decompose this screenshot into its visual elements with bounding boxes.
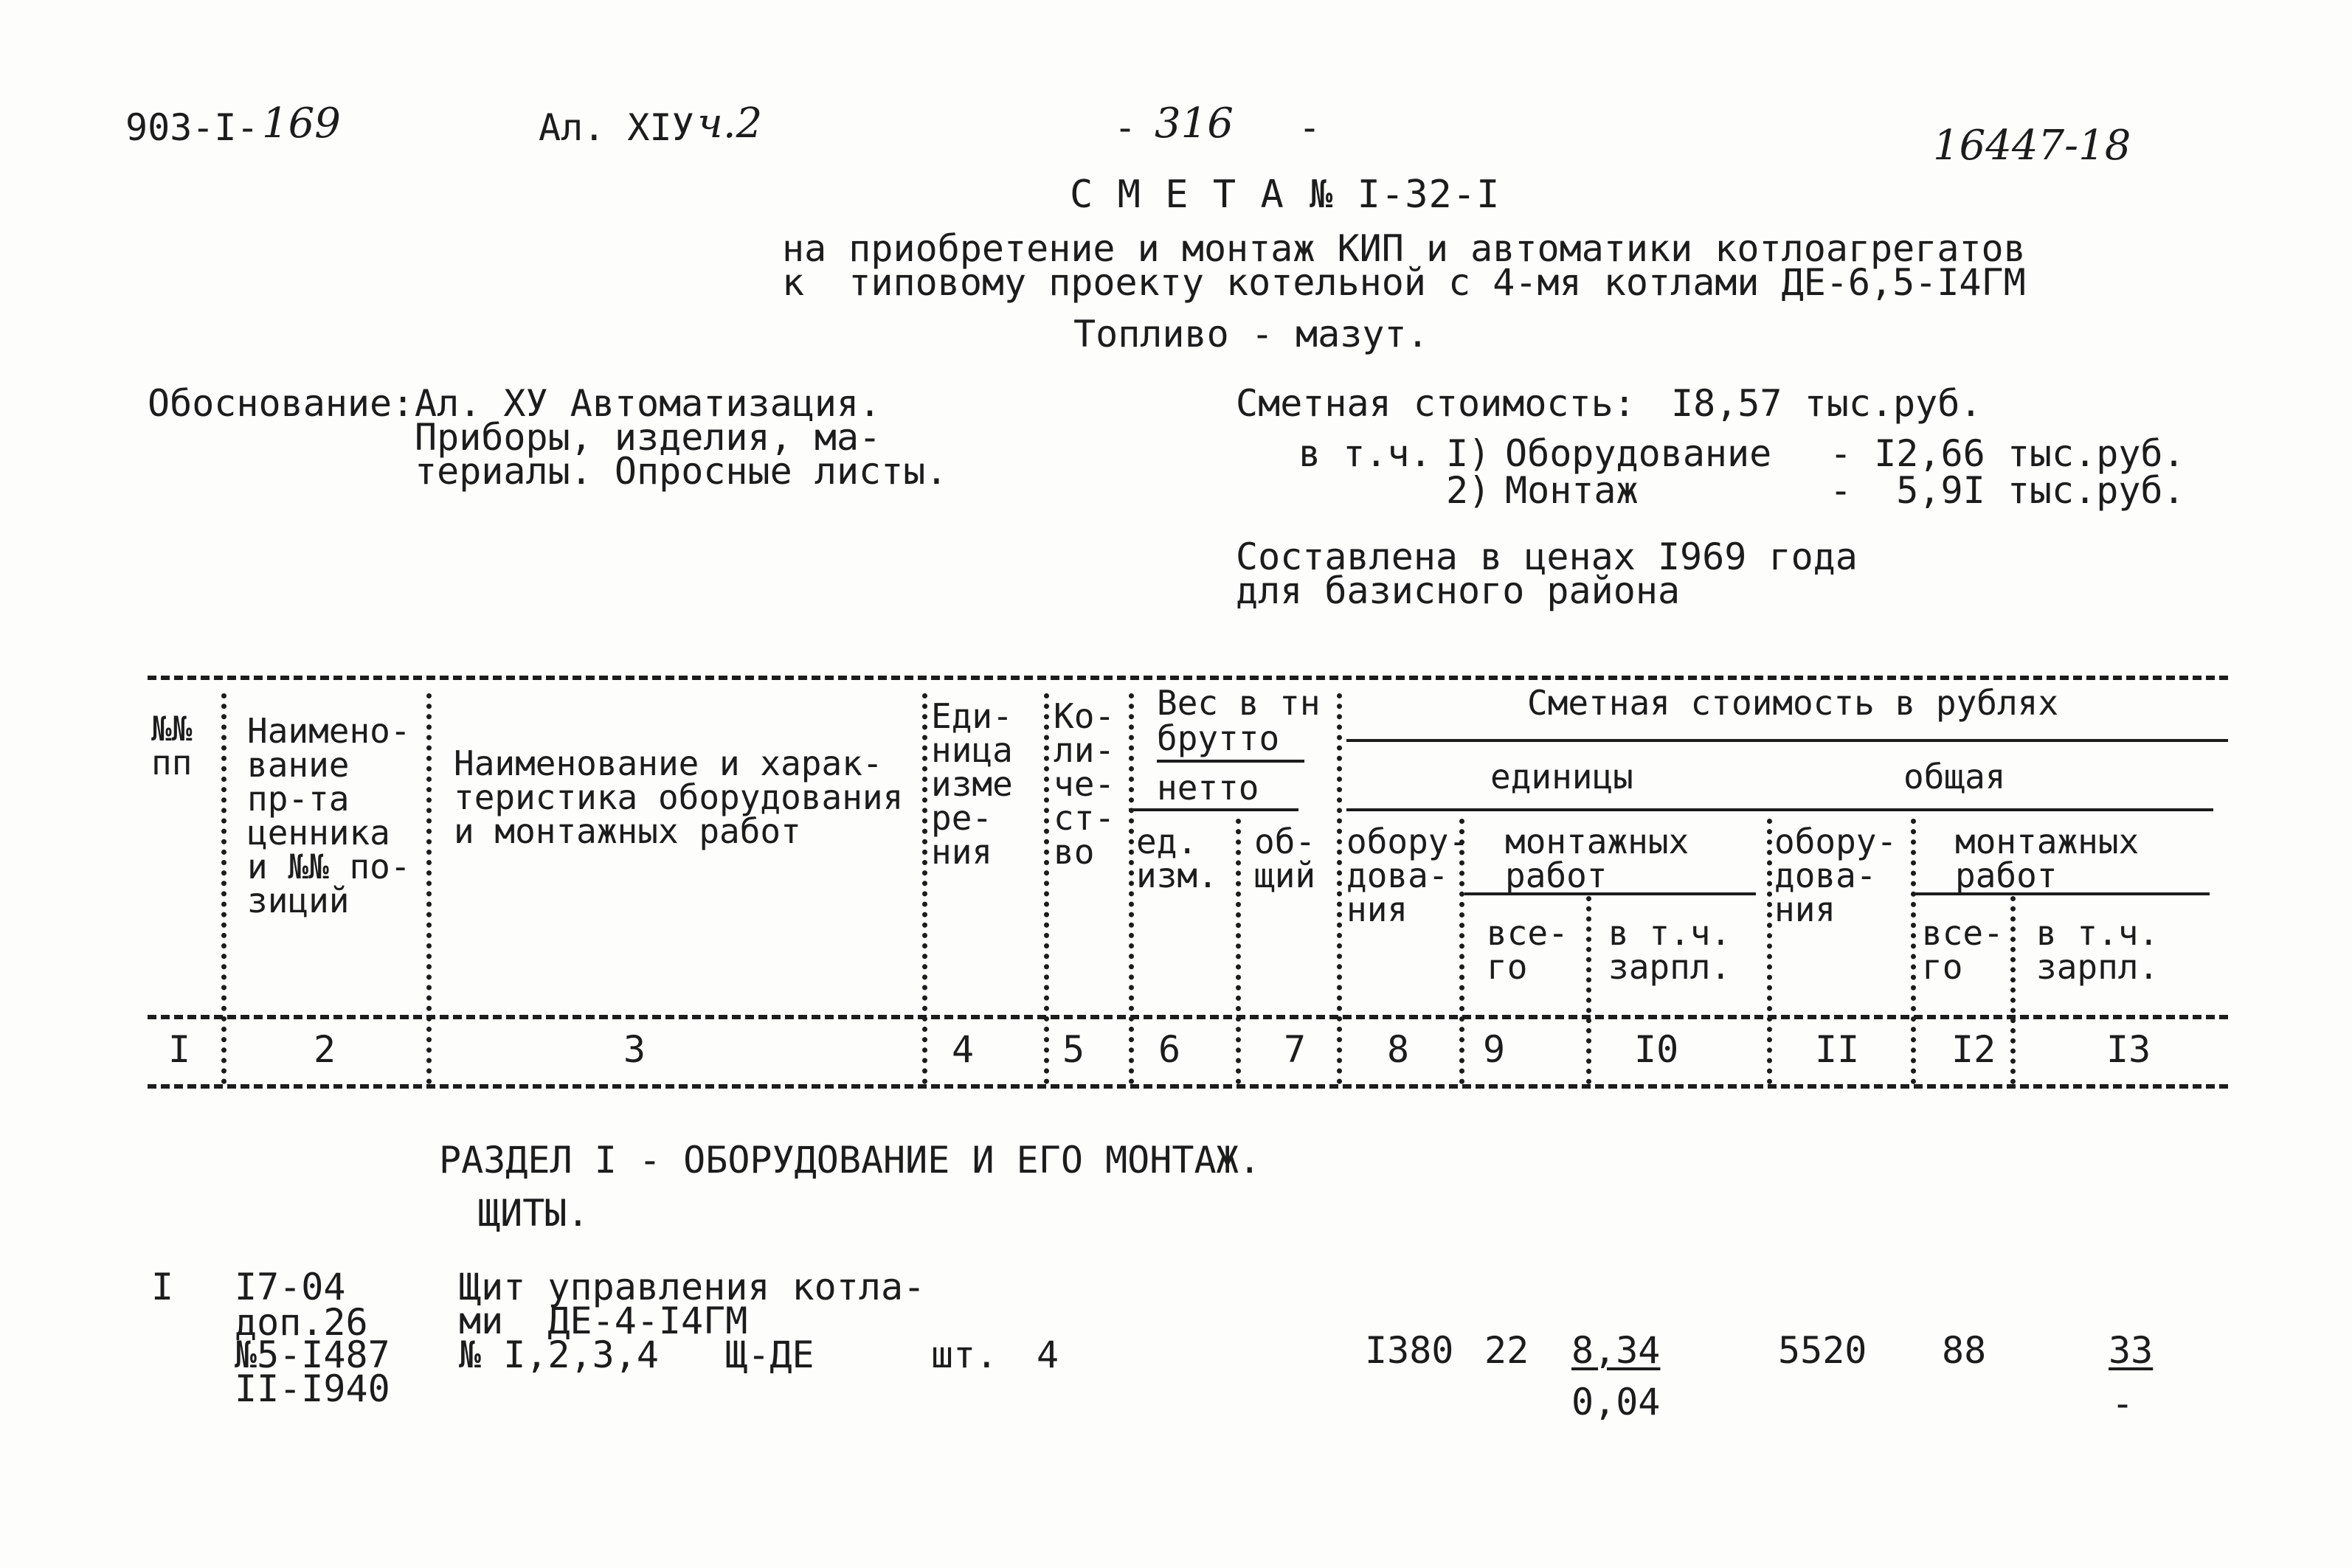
header-weight: Вес в тн bbox=[1157, 683, 1321, 723]
col-number-5: 5 bbox=[1062, 1028, 1085, 1071]
row-number: I bbox=[151, 1266, 174, 1308]
row-equipment-total: 5520 bbox=[1778, 1329, 1867, 1372]
row-ref-line-4: II-I940 bbox=[235, 1367, 390, 1410]
row-mount-wage-unit: 8,34 bbox=[1571, 1329, 1661, 1372]
page-number: 316 bbox=[1155, 100, 1234, 148]
header-mount-wage-unit: в т.ч. зарпл. bbox=[1608, 913, 1732, 987]
header-equipment-total: обору- дова- ния bbox=[1774, 822, 1898, 929]
cost-group-rule bbox=[1346, 739, 2228, 742]
basis-line-2: Приборы, изделия, ма- bbox=[415, 416, 882, 459]
col-sep-1 bbox=[221, 693, 226, 1084]
header-gross: брутто bbox=[1157, 718, 1280, 758]
basis-line-3: териалы. Опросные листы. bbox=[415, 450, 948, 493]
header-description: Наименование и харак- теристика оборудования и монтажных работ bbox=[454, 743, 904, 851]
col-number-13: I3 bbox=[2106, 1028, 2151, 1071]
prices-line-1: Составлена в ценах I969 года bbox=[1236, 535, 1858, 578]
cost-item-2-value: - 5,9I тыс.руб. bbox=[1830, 469, 2185, 512]
row-name-line-2: ми ДЕ-4-I4ГМ bbox=[459, 1300, 748, 1342]
row-ref-line-3: №5-I487 bbox=[235, 1333, 390, 1376]
col-number-3: 3 bbox=[623, 1028, 646, 1071]
page-dash-left: - bbox=[1114, 106, 1137, 149]
col-number-11: II bbox=[1815, 1028, 1860, 1071]
col-number-2: 2 bbox=[314, 1028, 336, 1071]
row-mount-all-total: 88 bbox=[1942, 1329, 1987, 1372]
row-name-line-3: № I,2,3,4 Щ-ДЕ bbox=[459, 1333, 814, 1376]
cost-item-1-value: - I2,66 тыс.руб. bbox=[1830, 432, 2185, 475]
title-word: С М Е Т А bbox=[1070, 173, 1284, 217]
cost-incl: в т.ч. bbox=[1298, 432, 1432, 475]
header-weight-unit: ед. изм. bbox=[1136, 822, 1218, 895]
cost-item-2-no: 2) bbox=[1446, 469, 1491, 512]
row-name-line-1: Щит управления котла- bbox=[459, 1266, 926, 1308]
header-price-ref: Наимено- вание пр-та ценника и №№ по- зиций bbox=[247, 711, 411, 920]
row-equipment-unit: I380 bbox=[1365, 1329, 1454, 1372]
header-mounting-total: монтажных работ bbox=[1955, 822, 2140, 895]
col-sep-9 bbox=[1586, 896, 1591, 1084]
col-number-7: 7 bbox=[1284, 1028, 1307, 1071]
row-mount-all-unit: 22 bbox=[1484, 1329, 1529, 1372]
header-unit-group: единицы bbox=[1490, 757, 1633, 797]
document-number: 16447-18 bbox=[1933, 122, 2131, 170]
col-sep-4 bbox=[1044, 693, 1049, 1084]
row-mount-wage-total-sub: - bbox=[2111, 1382, 2134, 1425]
col-sep-7 bbox=[1337, 693, 1342, 1084]
gross-net-rule bbox=[1157, 760, 1304, 763]
header-total-group: общая bbox=[1903, 757, 2006, 797]
colnum-bottom-rule bbox=[148, 1084, 2228, 1089]
header-mount-wage-total: в т.ч. зарпл. bbox=[2036, 913, 2159, 987]
col-number-10: I0 bbox=[1634, 1028, 1679, 1071]
col-number-1: I bbox=[168, 1028, 191, 1071]
col-number-9: 9 bbox=[1483, 1028, 1506, 1071]
album-part-handwritten: ч.2 bbox=[697, 100, 763, 148]
col-number-6: 6 bbox=[1158, 1028, 1181, 1071]
album-label: Ал. XIУ bbox=[539, 106, 694, 149]
basis-line-1: Ал. ХУ Автоматизация. bbox=[415, 382, 882, 425]
header-net: нетто bbox=[1157, 768, 1259, 808]
header-row-number: №№ пп bbox=[151, 709, 193, 783]
page-dash-right: - bbox=[1298, 106, 1321, 149]
row-ref-line-2: доп.26 bbox=[235, 1301, 368, 1344]
header-bottom-rule bbox=[148, 1015, 2228, 1019]
basis-label: Обоснование: bbox=[148, 382, 415, 425]
col-sep-6 bbox=[1236, 819, 1241, 1084]
cost-item-1-name: Оборудование bbox=[1505, 432, 1772, 475]
col-number-12: I2 bbox=[1951, 1028, 1996, 1071]
header-cost-group: Сметная стоимость в рублях bbox=[1527, 683, 2059, 723]
col-sep-3 bbox=[922, 693, 927, 1084]
col-number-4: 4 bbox=[952, 1028, 975, 1071]
row-quantity: 4 bbox=[1037, 1333, 1059, 1376]
project-code: 903-I- bbox=[125, 106, 259, 149]
header-mounting-unit: монтажных работ bbox=[1505, 822, 1689, 895]
title-number: № I-32-I bbox=[1310, 173, 1501, 217]
row-mount-wage-unit-sub: 0,04 bbox=[1571, 1381, 1661, 1423]
row-unit: шт. bbox=[931, 1333, 998, 1376]
project-code-handwritten: 169 bbox=[262, 100, 341, 148]
unit-total-rule bbox=[1346, 808, 2213, 811]
section-subtitle: ЩИТЫ. bbox=[478, 1192, 589, 1235]
col-number-8: 8 bbox=[1387, 1028, 1410, 1071]
header-equipment-unit: обору- дова- ния bbox=[1346, 822, 1470, 929]
col-sep-12 bbox=[2010, 896, 2016, 1084]
prices-line-2: для базисного района bbox=[1236, 569, 1681, 612]
cost-label: Сметная стоимость: bbox=[1236, 382, 1636, 425]
section-title: РАЗДЕЛ I - ОБОРУДОВАНИЕ И ЕГО МОНТАЖ. bbox=[439, 1139, 1261, 1182]
title-line-1: на приобретение и монтаж КИП и автоматики котлоагрегатов bbox=[782, 227, 2026, 270]
row-ref-line-1: I7-04 bbox=[235, 1266, 346, 1308]
cost-total: I8,57 тыс.руб. bbox=[1671, 382, 1982, 425]
header-quantity: Ко- ли- че- ст- во bbox=[1054, 696, 1116, 872]
net-rule bbox=[1129, 808, 1298, 811]
col-sep-11 bbox=[1911, 819, 1916, 1084]
title-line-2: к типовому проекту котельной с 4-мя котлами ДЕ-6,5-I4ГМ bbox=[782, 261, 2026, 304]
row-mount-wage-total: 33 bbox=[2109, 1329, 2154, 1372]
header-mount-all-unit: все- го bbox=[1487, 913, 1568, 987]
table-top-rule bbox=[148, 676, 2228, 680]
header-mount-all-total: все- го bbox=[1922, 913, 2004, 987]
header-weight-total: об- щий bbox=[1254, 822, 1316, 895]
col-sep-2 bbox=[426, 693, 432, 1084]
header-unit: Еди- ница изме ре- ния bbox=[931, 696, 1013, 872]
cost-item-2-name: Монтаж bbox=[1505, 469, 1639, 512]
fuel-line: Топливо - мазут. bbox=[1073, 313, 1429, 355]
col-sep-5 bbox=[1129, 693, 1134, 1084]
col-sep-10 bbox=[1767, 819, 1772, 1084]
cost-item-1-no: I) bbox=[1446, 432, 1491, 475]
